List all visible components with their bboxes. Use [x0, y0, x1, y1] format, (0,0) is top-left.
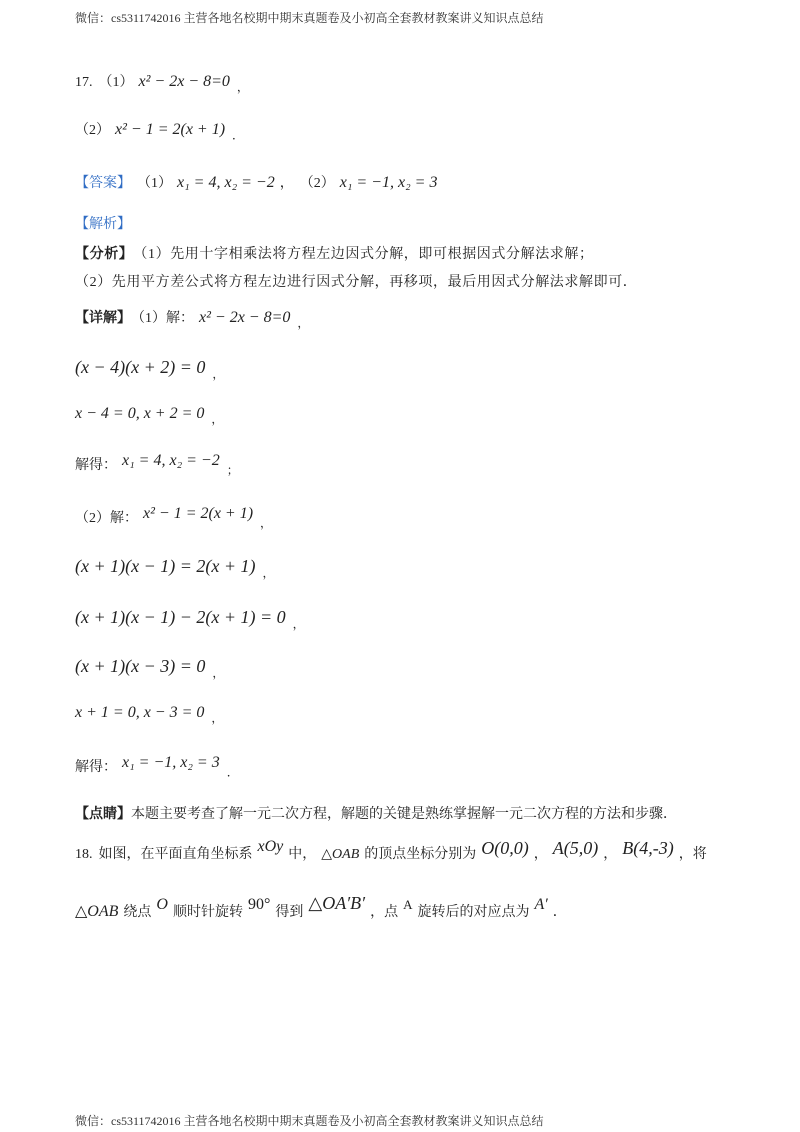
answer-tag: 【答案】: [75, 176, 131, 191]
stem-text: 顺时针旋转: [172, 905, 243, 920]
punctuation: ，: [211, 711, 224, 725]
solution-math: x + 1 = 0, x − 3 = 0: [75, 704, 205, 721]
q17-analysis-heading: [75, 212, 131, 238]
solution-math: x − 4 = 0, x + 2 = 0: [75, 405, 205, 422]
solution-math: x² − 1 = 2(x + 1): [143, 505, 254, 522]
solution-math: (x + 1)(x − 1) = 2(x + 1): [75, 556, 256, 576]
hint-text: （2）先用平方差公式将方程左边进行因式分解，再移项，最后用因式分解法求解即可．: [75, 275, 638, 290]
solution-prefix: 解得：: [75, 760, 117, 775]
part-label: （2）: [299, 176, 335, 191]
stem-text: ，: [533, 847, 548, 862]
part-label: （1）: [137, 176, 172, 191]
punctuation: ，: [297, 316, 310, 330]
q18-stem-line1: [75, 839, 707, 865]
hint-text: （1）先用十字相乘法将方程左边因式分解，即可根据因式分解法求解；: [133, 247, 594, 262]
solution-math: (x + 1)(x − 1) − 2(x + 1) = 0: [75, 607, 286, 627]
stem-math: A(5,0): [552, 838, 599, 858]
stem-math: 90°: [247, 896, 271, 913]
solution-math: (x − 4)(x + 2) = 0: [75, 357, 206, 377]
stem-text: ，点: [370, 905, 399, 920]
stem-text: 旋转后的对应点为: [417, 905, 530, 920]
punctuation: ，: [212, 367, 225, 381]
punctuation: ，: [212, 666, 225, 680]
part-label: （2）: [75, 123, 110, 138]
answer-result: x₁ = −1, x₂ = 3: [339, 174, 438, 191]
solution-line: [75, 354, 224, 380]
stem-text: 的顶点坐标分别为: [364, 847, 477, 862]
solution-math: (x + 1)(x − 3) = 0: [75, 656, 206, 676]
punctuation: ．: [226, 765, 239, 779]
part-label: （1）: [98, 75, 134, 90]
solution-math: x² − 2x − 8=0: [199, 309, 291, 326]
solution-line: [75, 754, 239, 780]
stem-math: △OAB: [321, 847, 360, 862]
punctuation: ；: [226, 463, 239, 477]
analysis-tag: 【解析】: [75, 217, 131, 232]
solution-line: [75, 452, 239, 478]
stem-math: △OA′B′: [308, 893, 366, 913]
solution-line: [75, 700, 223, 726]
page-header: 微信：cs5311742016 主营各地名校期中期末真题卷及小初高全套教材教案讲义知识点总结: [75, 11, 544, 25]
stem-math: O(0,0): [481, 838, 529, 858]
stem-text: ．: [552, 905, 567, 920]
page-footer: 微信：cs5311742016 主营各地名校期中期末真题卷及小初高全套教材教案讲义知识点总结: [75, 1114, 544, 1128]
stem-math: A: [403, 897, 413, 912]
equation: x² − 2x − 8=0: [138, 73, 230, 90]
punctuation: ，: [236, 80, 249, 94]
q17-comment: [75, 802, 677, 828]
q17-stem-part1: [75, 69, 249, 95]
punctuation: ，: [211, 412, 224, 426]
punctuation: ，: [292, 617, 305, 631]
solution-line: [75, 401, 223, 427]
hint-tag: 【分析】: [75, 247, 134, 262]
q18-stem-line2: [75, 893, 567, 923]
stem-math: xOy: [257, 838, 284, 855]
stem-math: A′: [534, 896, 548, 913]
solution-math: x₁ = 4, x₂ = −2: [122, 452, 220, 469]
punctuation: ．: [232, 128, 245, 142]
solution-line: [75, 653, 224, 679]
stem-math: △OAB: [75, 903, 119, 920]
stem-math: B(4,-3): [622, 838, 674, 858]
solution-line: [75, 505, 272, 531]
answer-result: x₁ = 4, x₂ = −2: [177, 174, 275, 191]
solution-math: x₁ = −1, x₂ = 3: [122, 754, 220, 771]
punctuation: ，: [279, 176, 294, 191]
q17-hint-line1: [75, 242, 594, 268]
stem-text: 如图，在平面直角坐标系: [98, 847, 253, 862]
stem-text: 绕点: [123, 905, 152, 920]
solution-prefix: 解得：: [75, 458, 117, 473]
solution-tag: 【详解】: [75, 311, 131, 326]
stem-text: 得到: [275, 905, 304, 920]
question-number: 18.: [75, 847, 93, 862]
equation: x² − 1 = 2(x + 1): [115, 121, 226, 138]
stem-text: 中，: [288, 847, 317, 862]
solution-line: [75, 604, 305, 630]
q17-hint-line2: [75, 270, 637, 296]
solution-line: [75, 553, 275, 579]
q17-stem-part2: [75, 117, 244, 143]
stem-math: O: [156, 896, 168, 913]
q17-answer: [75, 170, 442, 196]
solution-line: [75, 305, 309, 331]
question-number: 17.: [75, 75, 93, 90]
comment-text: 本题主要考查了解一元二次方程，解题的关键是熟练掌握解一元二次方程的方法和步骤．: [131, 807, 677, 822]
solution-prefix: （2）解：: [75, 511, 138, 526]
stem-text: ，将: [678, 847, 707, 862]
punctuation: ，: [262, 566, 275, 580]
comment-tag: 【点睛】: [75, 807, 131, 822]
punctuation: ，: [260, 516, 273, 530]
solution-prefix: （1）解：: [131, 311, 194, 326]
stem-text: ，: [603, 847, 618, 862]
